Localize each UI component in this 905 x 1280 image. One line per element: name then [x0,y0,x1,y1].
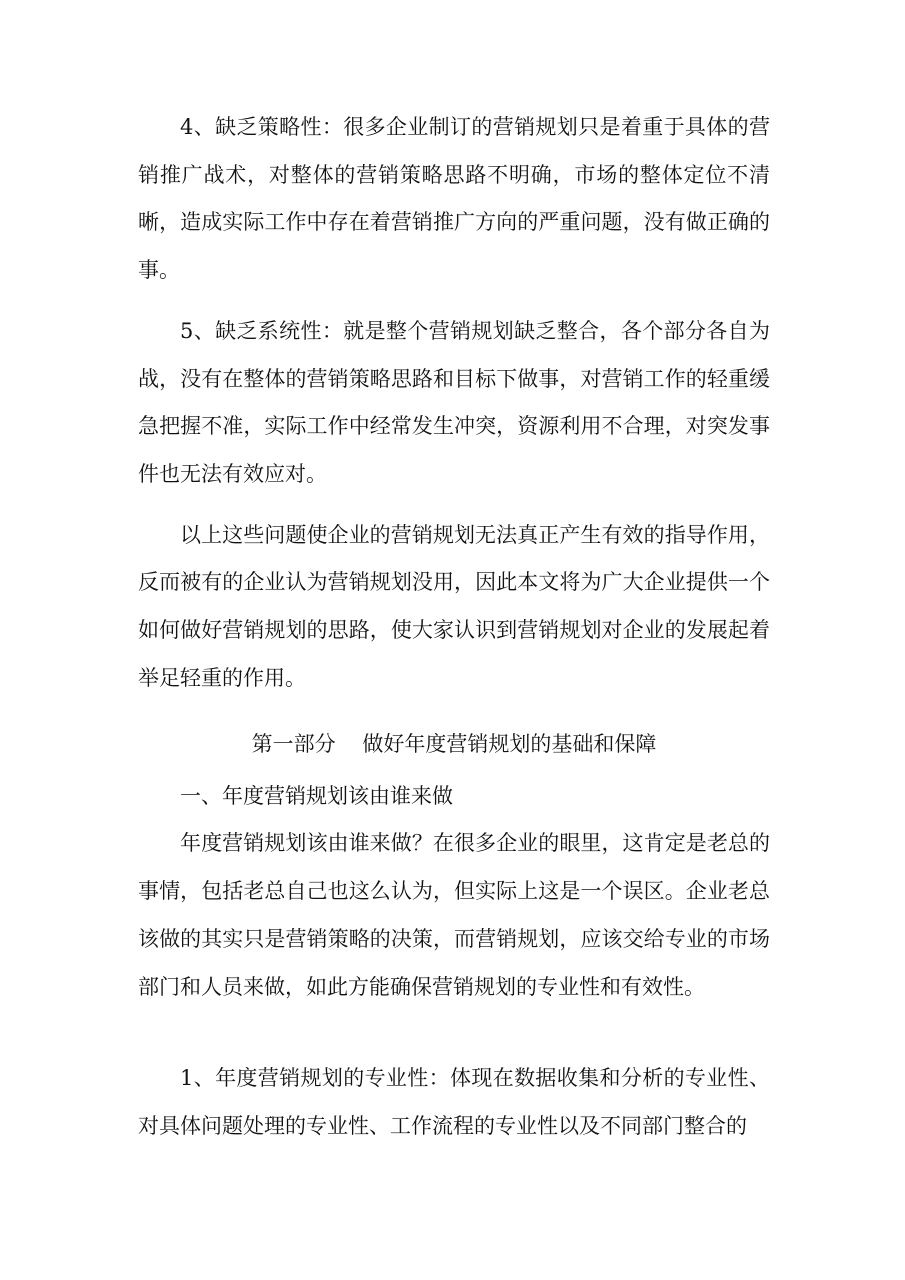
paragraph-who-plans: 年度营销规划该由谁来做？在很多企业的眼里，这肯定是老总的事情，包括老总自己也这么认为，但实际上这是一个误区。企业老总该做的其实只是营销策略的决策，而营销规划，应该交给专业的市场部门和人员来做，如此方能确保营销规划的专业性和有效性。 [138,831,770,999]
document-page [138,104,770,1151]
section-title: 一、年度营销规划该由谁来做 [180,784,453,809]
paragraph-problems-summary: 以上这些问题使企业的营销规划无法真正产生有效的指导作用，反而被有的企业认为营销规划没用，因此本文将为广大企业提供一个如何做好营销规划的思路，使大家认识到营销规划对企业的发展起着举足轻重的作用。 [138,522,770,690]
part-title: 第一部分 做好年度营销规划的基础和保障 [251,732,657,757]
paragraph-lack-strategy: 4、缺乏策略性：很多企业制订的营销规划只是着重于具体的营销推广战术，对整体的营销策略思路不明确，市场的整体定位不清晰，造成实际工作中存在着营销推广方向的严重问题，没有做正确的事。 [138,115,770,283]
paragraph-lack-system: 5、缺乏系统性：就是整个营销规划缺乏整合，各个部分各自为战，没有在整体的营销策略思路和目标下做事，对营销工作的轻重缓急把握不准，实际工作中经常发生冲突，资源利用不合理，对突发事件也无法有效应对。 [138,318,770,486]
paragraph-professionalism: 1、年度营销规划的专业性：体现在数据收集和分析的专业性、对具体问题处理的专业性、工作流程的专业性以及不同部门整合的 [138,1066,770,1138]
